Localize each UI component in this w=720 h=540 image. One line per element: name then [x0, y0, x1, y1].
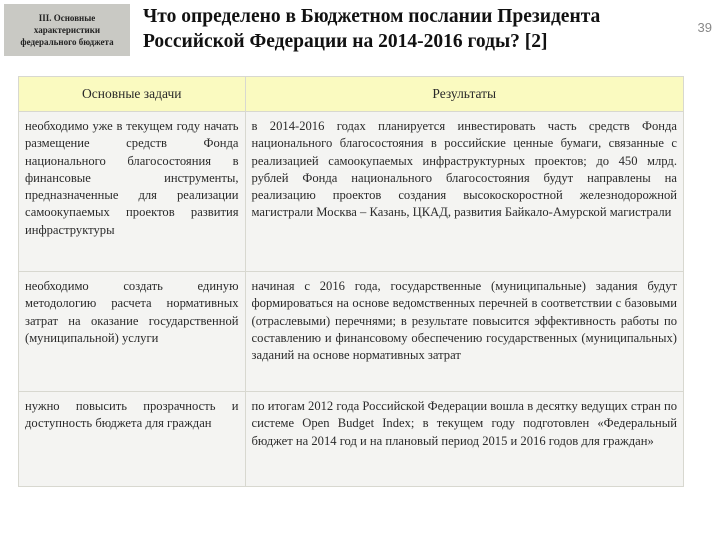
result-cell: в 2014-2016 годах планируется инвестировать часть средств Фонда национального благосостояния в российские ценные бумаги, связанные с реализацией самоокупаемых инфраструктурных проектов; до 450 млрд. рублей Фонда национального благосостояния будут направлены на реализацию проектов создания высокоскоростной железнодорожной магистрали Москва – Казань, ЦКАД, развития Байкало-Амурской магистрали: [245, 112, 683, 272]
slide-title: Что определено в Бюджетном послании Президента Российской Федерации на 2014-2016 годы? [2]: [143, 6, 601, 52]
table-header-row: [19, 77, 684, 112]
table-row: [19, 112, 684, 272]
header-results: Результаты: [245, 77, 683, 112]
task-cell: необходимо создать единую методологию расчета нормативных затрат на оказание государственной (муниципальной) услуги: [19, 272, 246, 392]
section-label: III. Основные характеристики федерального бюджета: [4, 4, 130, 56]
table-row: [19, 272, 684, 392]
task-cell: необходимо уже в текущем году начать размещение средств Фонда национального благосостояния в финансовые инструменты, предназначенные для реализации самоокупаемых проектов развития инфраструктуры: [19, 112, 246, 272]
table-row: [19, 392, 684, 487]
result-cell: по итогам 2012 года Российской Федерации вошла в десятку ведущих стран по системе Open Budget Index; в текущем году подготовлен «Федеральный бюджет на 2014 год и на плановый период 2015 и 2016 годов для граждан»: [245, 392, 683, 487]
result-cell: начиная с 2016 года, государственные (муниципальные) задания будут формироваться на основе ведомственных перечней в соответствии с базовыми (отраслевыми) перечнями; в результате повысится эффективность работы по составлению и финансовому обеспечению государственных (муниципальных) заданий на основе нормативных затрат: [245, 272, 683, 392]
task-cell: нужно повысить прозрачность и доступность бюджета для граждан: [19, 392, 246, 487]
header-tasks: Основные задачи: [19, 77, 246, 112]
tasks-results-table: [18, 76, 684, 487]
page-number: 39: [697, 20, 712, 35]
